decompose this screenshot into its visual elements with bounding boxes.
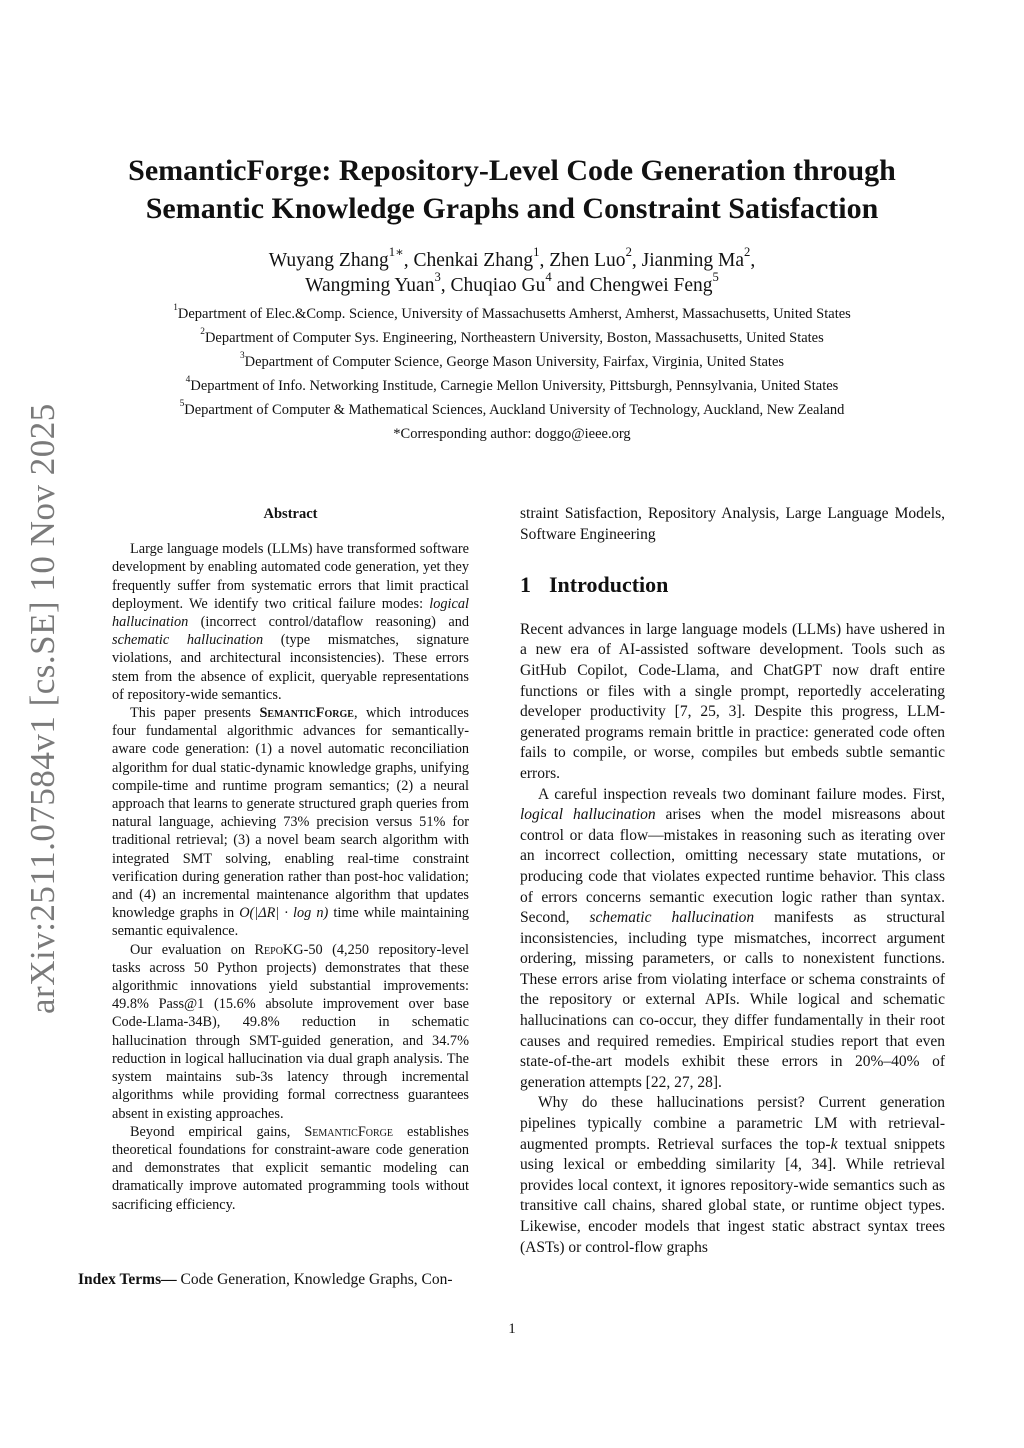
author-sup: 5 — [712, 269, 719, 284]
author-name: Wuyang Zhang — [268, 250, 389, 271]
affiliation-list — [60, 302, 964, 446]
abstract-paragraph: Our evaluation on RepoKG-50 (4,250 repository-level tasks across 50 Python projects) demonstrates that these algorithmic innovations yield substantial improvements: 49.8% Pass@1 (15.6% absolute improvement over base Code-Llama-34B), 49.8% reduction in schematic hallucination through SMT-guided generation, and 34.7% reduction in logical hallucination via dual graph analysis. The system maintains sub-3s latency through incremental algorithms while providing formal correctness guarantees absent in existing approaches. — [112, 941, 469, 1122]
abstract-heading: Abstract — [263, 506, 318, 522]
affiliation: $^4$Department of Info. Networking Institude, Carnegie Mellon University, Pittsburgh, Pennsylvania, United States — [185, 375, 839, 394]
affiliation: $^5$Department of Computer & Mathematical Sciences, Auckland University of Technology, Auckland, New Zealand — [179, 399, 845, 418]
title-line-2: Semantic Knowledge Graphs and Constraint Satisfaction — [145, 192, 879, 225]
author-sup: 1 — [533, 244, 540, 259]
paper-title — [100, 152, 924, 228]
abstract-paragraph: Large language models (LLMs) have transformed software development by enabling automated code generation, yet they frequently suffer from systematic errors that limit practical deployment. We identify two critical failure modes: logical hallucination (incorrect control/dataflow reasoning) and schematic hallucination (type mismatches, signature violations, and architectural inconsistencies). These errors stem from the absence of explicit, queryable representations of repository-wide semantics. — [112, 541, 469, 703]
author-name: Chengwei Feng — [589, 275, 713, 296]
author-sup: 4 — [545, 269, 552, 284]
intro-paragraph: Why do these hallucinations persist? Current generation pipelines typically combine a parametric LM with retrieval-augmented prompts. Retrieval surfaces the top-k textual snippets using lexical or embedding similarity [4, 34]. While retrieval provides local context, it ignores repository-wide semantics such as transitive call chains, shared global state, or runtime object types. Likewise, encoder models that ingest static abstract syntax trees (ASTs) or control-flow graphs — [520, 1094, 945, 1256]
abstract-paragraph: Beyond empirical gains, SemanticForge establishes theoretical foundations for constraint-aware code generation and demonstrates that explicit semantic modeling can dramatically improve automated programming tools without sacrificing efficiency. — [112, 1123, 469, 1213]
abstract-column — [112, 505, 469, 1214]
author-name: Zhen Luo — [549, 250, 626, 271]
page-number: 1 — [508, 1321, 516, 1337]
author-name: Jianming Ma — [641, 250, 745, 271]
section-heading-introduction: 1 Introduction — [520, 572, 669, 598]
index-terms-continued: straint Satisfaction, Repository Analysis, Large Language Models, Software Engineering — [520, 505, 945, 543]
author-name: Chenkai Zhang — [413, 250, 534, 271]
author-name: Wangming Yuan — [305, 275, 435, 296]
title-line-1: SemanticForge: Repository-Level Code Generation through — [128, 154, 896, 187]
right-column — [520, 504, 945, 1258]
abstract-paragraph: This paper presents SemanticForge, which introduces four fundamental algorithmic advances for semantically-aware code generation: (1) a novel automatic reconciliation algorithm for dual static-dynamic knowledge graphs, unifying compile-time and runtime program semantics; (2) a neural approach that learns to generate structured graph queries from natural language, achieving 73% precision versus 51% for traditional retrieval; (3) a novel beam search algorithm with integrated SMT solving, enabling real-time constraint verification during generation rather than post-hoc validation; and (4) an incremental maintenance algorithm that updates knowledge graphs in O(|ΔR| · log n) time while maintaining semantic equivalence. — [112, 705, 469, 940]
affiliation: $^2$Department of Computer Sys. Engineering, Northeastern University, Boston, Massachusetts, United States — [200, 327, 824, 346]
author-sup: 1∗ — [388, 244, 404, 259]
author-sup: 2 — [625, 244, 632, 259]
author-sup: 2 — [744, 244, 751, 259]
author-sup: 3 — [434, 269, 441, 284]
index-terms: Index Terms— Code Generation, Knowledge Graphs, Con- — [78, 1271, 453, 1288]
affiliation: $^1$Department of Elec.&Comp. Science, University of Massachusetts Amherst, Amherst, Massachusetts, United States — [173, 303, 851, 322]
author-name: Chuqiao Gu — [450, 275, 546, 296]
author-list: Wuyang Zhang$^{1∗}$, Chenkai Zhang$^1$, Zhen Luo$^2$, Jianming Ma$^2$, Wangming Yuan$^3$, Chuqiao Gu$^4$ and Chengwei Feng$^5$ — [268, 244, 756, 296]
arxiv-identifier: arXiv:2511.07584v1 [cs.SE] 10 Nov 2025 — [23, 403, 62, 1014]
intro-paragraph: Recent advances in large language models (LLMs) have ushered in a new era of AI-assisted software development. Tools such as GitHub Copilot, Code-Llama, and ChatGPT now draft entire functions or files with a single prompt, reportedly accelerating developer productivity [7, 25, 3]. Despite this progress, LLM-generated programs remain brittle in practice: generated code often fails to compile, or worse, compiles but embeds subtle semantic errors. — [520, 620, 945, 782]
index-terms-label: Index Terms— — [78, 1271, 177, 1288]
affiliation: $^3$Department of Computer Science, George Mason University, Fairfax, Virginia, United States — [239, 351, 785, 370]
intro-paragraph: A careful inspection reveals two dominant failure modes. First, logical hallucination arises when the model misreasons about control or data flow—mistakes in reasoning such as iterating over an incorrect collection, omitting necessary state mutations, or producing code that violates expected runtime behavior. This class of errors concerns semantic execution logic rather than syntax. Second, schematic hallucination manifests as structural inconsistencies, including type mismatches, incorrect argument ordering, missing parameters, or calls to nonexistent functions. These errors arise from violating interface or schema constraints of the repository or external APIs. While logical and schematic hallucinations can co-occur, they differ fundamentally in their root causes and required remedies. Empirical studies report that even state-of-the-art models exhibit these errors in 20%–40% of generation attempts [22, 27, 28]. — [520, 785, 946, 1091]
corresponding-author: *Corresponding author: doggo@ieee.org — [393, 426, 631, 442]
